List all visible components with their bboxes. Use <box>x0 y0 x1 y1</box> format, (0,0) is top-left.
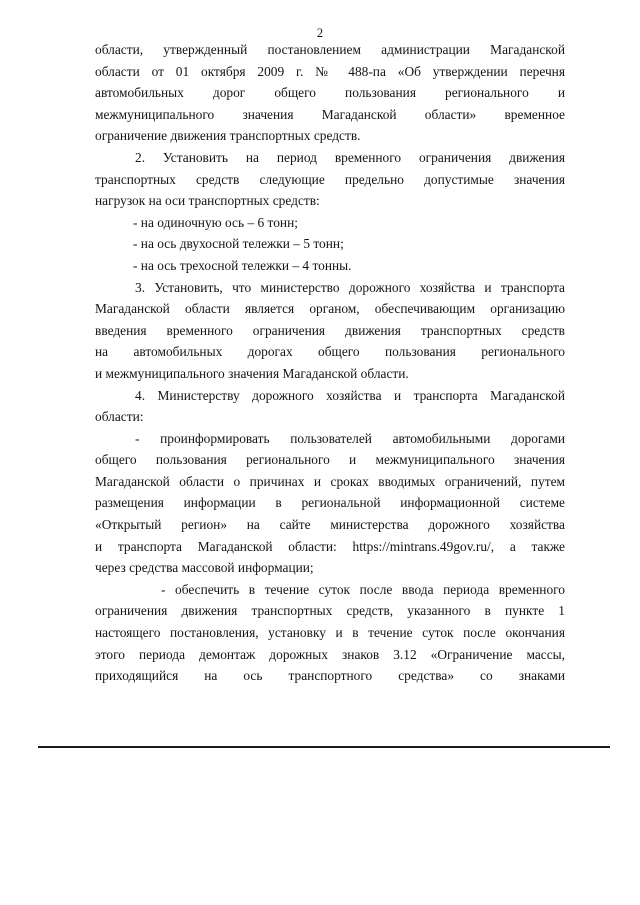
text-line: области, утвержденный постановлением администрации Магаданской <box>95 42 565 57</box>
bottom-rule <box>38 746 610 748</box>
text-line: - обеспечить в течение суток после ввода периода временного <box>161 581 565 597</box>
list-item: - на ось трехосной тележки – 4 тонны. <box>133 257 352 273</box>
text-line: этого периода демонтаж дорожных знаков 3.12 «Ограничение массы, <box>95 646 565 662</box>
list-item: - на одиночную ось – 6 тонн; <box>133 214 298 230</box>
text-line: Магаданской области является органом, обеспечивающим организацию <box>95 301 565 317</box>
list-item: - на ось двухосной тележки – 5 тонн; <box>133 236 344 252</box>
text-line: и транспорта Магаданской области: https://mintrans.49gov.ru/, а также <box>95 538 565 554</box>
text-line: ограничения движения транспортных средств, указанного в пункте 1 <box>95 603 565 619</box>
text-line: транспортных средств следующие предельно допустимые значения <box>95 171 565 187</box>
text-line: 3. Установить, что министерство дорожного хозяйства и транспорта <box>135 279 565 295</box>
text-line: - проинформировать пользователей автомобильными дорогами <box>135 430 565 446</box>
text-line: области: <box>95 409 144 425</box>
text-line: и межмуниципального значения Магаданской области. <box>95 365 409 381</box>
text-line: межмуниципального значения Магаданской области» временное <box>95 106 565 122</box>
text-line: 2. Установить на период временного ограничения движения <box>135 149 565 165</box>
text-line: приходящийся на ось транспортного средства» со знаками <box>95 668 565 684</box>
text-line: нагрузок на оси транспортных средств: <box>95 193 320 209</box>
text-line: общего пользования регионального и межмуниципального значения <box>95 452 565 468</box>
text-line: на автомобильных дорогах общего пользования регионального <box>95 344 565 360</box>
text-line: 4. Министерству дорожного хозяйства и транспорта Магаданской <box>135 387 565 403</box>
text-line: через средства массовой информации; <box>95 560 314 576</box>
text-line: настоящего постановления, установку и в течение суток после окончания <box>95 625 565 641</box>
text-line: введения временного ограничения движения транспортных средств <box>95 322 565 338</box>
text-line: размещения информации в региональной информационной системе <box>95 495 565 511</box>
text-line: автомобильных дорог общего пользования регионального и <box>95 85 565 101</box>
text-line: области от 01 октября 2009 г. № 488-па «Об утверждении перечня <box>95 63 565 79</box>
text-line: «Открытый регион» на сайте министерства дорожного хозяйства <box>95 517 565 533</box>
text-line: Магаданской области о причинах и сроках вводимых ограничений, путем <box>95 473 565 489</box>
page-number: 2 <box>316 26 324 40</box>
document-body <box>95 39 565 687</box>
text-line: ограничение движения транспортных средств. <box>95 128 361 144</box>
